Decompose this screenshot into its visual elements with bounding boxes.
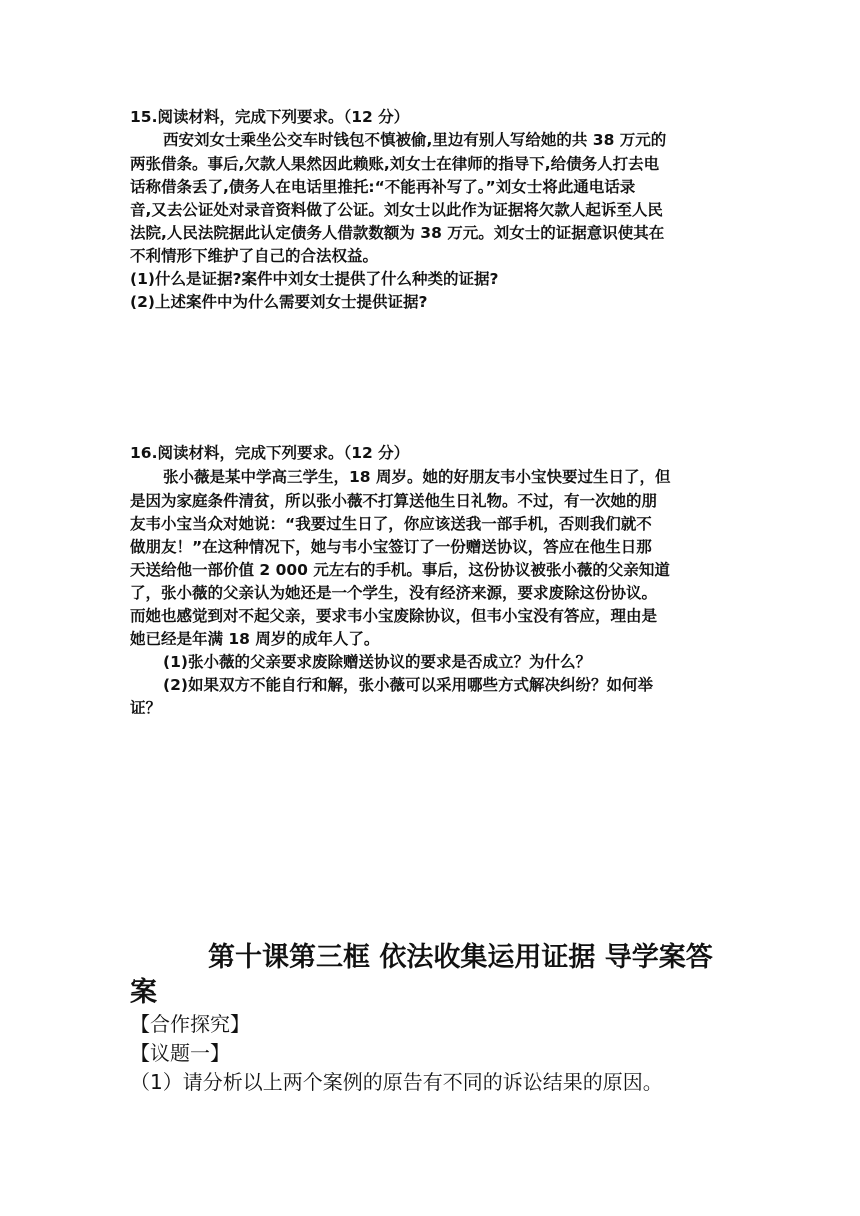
q16-question: (2)如果双方不能自行和解，张小薇可以采用哪些方式解决纠纷？如何举: [163, 676, 653, 694]
q15-question: (1)什么是证据?案件中刘女士提供了什么种类的证据?: [130, 270, 499, 288]
q15-line: 不利情形下维护了自己的合法权益。: [130, 247, 379, 265]
q16-line: 天送给他一部价值 2 000 元左右的手机。事后，这份协议被张小薇的父亲知道: [130, 561, 670, 579]
q16-line: 做朋友！”在这种情况下，她与韦小宝签订了一份赠送协议，答应在他生日那: [130, 538, 652, 556]
q15-question: (2)上述案件中为什么需要刘女士提供证据?: [130, 293, 428, 311]
q15-line: 西安刘女士乘坐公交车时钱包不慎被偷,里边有别人写给她的共 38 万元的: [163, 131, 667, 149]
q16-line: 她已经是年满 18 周岁的成年人了。: [130, 630, 380, 648]
q16-question: 证？: [130, 699, 162, 717]
answer-title: 第十课第三框 依法收集运用证据 导学案答: [208, 942, 713, 973]
q16-line: 友韦小宝当众对她说：“我要过生日了，你应该送我一部手机，否则我们就不: [130, 515, 652, 533]
q15-heading: 15.阅读材料，完成下列要求。（12 分）: [130, 108, 410, 126]
answer-item: （1）请分析以上两个案例的原告有不同的诉讼结果的原因。: [130, 1070, 663, 1094]
q15-line: 两张借条。事后,欠款人果然因此赖账,刘女士在律师的指导下,给债务人打去电: [130, 155, 660, 173]
q15-line: 音,又去公证处对录音资料做了公证。刘女士以此作为证据将欠款人起诉至人民: [130, 201, 663, 219]
q15-line: 话称借条丢了,债务人在电话里推托:“不能再补写了。”刘女士将此通电话录: [130, 178, 636, 196]
section-heading: 【合作探究】: [130, 1012, 250, 1036]
q16-heading: 16.阅读材料，完成下列要求。（12 分）: [130, 444, 410, 462]
q16-question: (1)张小薇的父亲要求废除赠送协议的要求是否成立？为什么？: [163, 653, 591, 671]
q16-line: 是因为家庭条件清贫，所以张小薇不打算送他生日礼物。不过，有一次她的朋: [130, 492, 658, 510]
section-heading: 【议题一】: [130, 1041, 230, 1065]
answer-title-continued: 案: [130, 977, 157, 1008]
q16-line: 而她也感觉到对不起父亲，要求韦小宝废除协议，但韦小宝没有答应，理由是: [130, 607, 658, 625]
q16-line: 了，张小薇的父亲认为她还是一个学生，没有经济来源，要求废除这份协议。: [130, 584, 658, 602]
q16-line: 张小薇是某中学高三学生，18 周岁。她的好朋友韦小宝快要过生日了，但: [163, 468, 671, 486]
q15-line: 法院,人民法院据此认定债务人借款数额为 38 万元。刘女士的证据意识使其在: [130, 224, 665, 242]
